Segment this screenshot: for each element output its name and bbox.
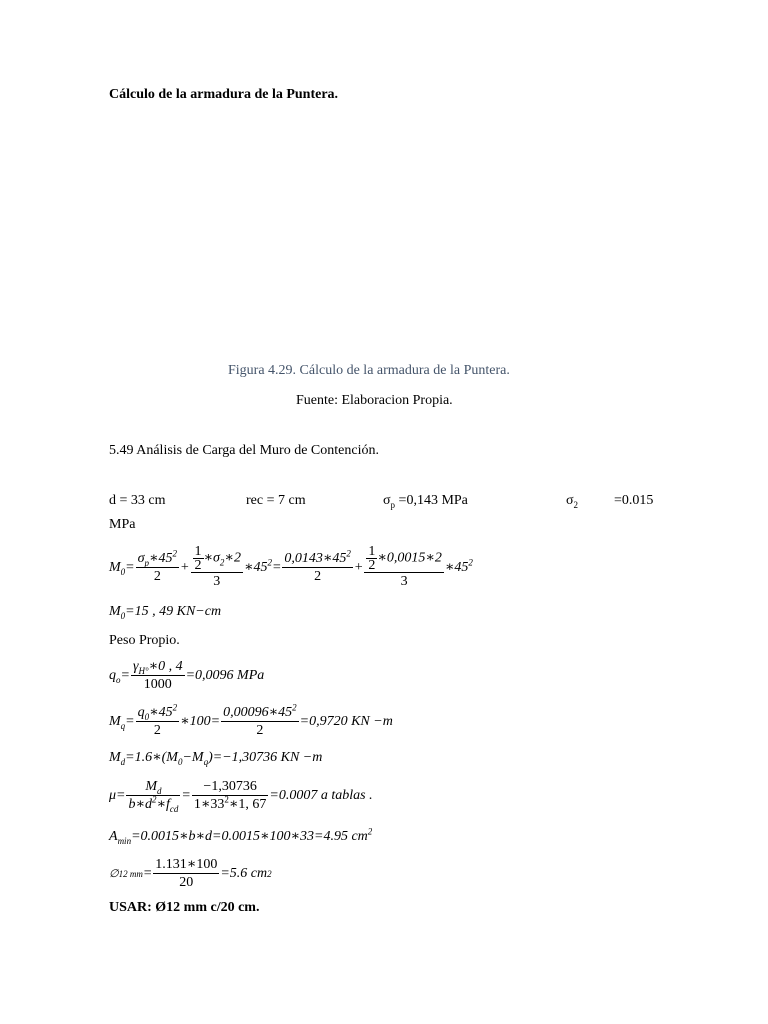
m0-equation: $M_0=$ $\frac{\sigma_p∗45^2}{2}$ + $\frac{1}{2}$ $∗\sigma_2∗2$ 3 $∗45^2=$ $\frac{0,0143∗45^2}{2}$ + $\frac{1}{2}$ ∗0,0015∗2 3 $∗45^2$ — [109, 544, 473, 589]
figure-caption: Figura 4.29. Cálculo de la armadura de la Puntera. — [228, 363, 510, 378]
param-units: MPa — [109, 517, 136, 532]
section-title: 5.49 Análisis de Carga del Muro de Contención. — [109, 443, 379, 458]
section-heading: Cálculo de la armadura de la Puntera. — [109, 87, 339, 102]
figure-source: Fuente: Elaboracion Propia. — [296, 393, 453, 408]
param-rec: rec = 7 cm — [246, 493, 306, 508]
diameter-icon: ∅ — [109, 868, 119, 880]
qo-equation: $q_o=$ $\frac{\gamma_{H^\circ}∗0 , 4}{1000}$ =0,0096 MPa — [109, 659, 265, 692]
param-d: d = 33 cm — [109, 493, 166, 508]
phi-equation: ∅ 12 mm = $\frac{1.131∗100}{20}$ =5.6 cm 2 — [109, 857, 272, 890]
param-sigma-2-value: =0.015 — [614, 493, 654, 508]
peso-propio-label: Peso Propio. — [109, 633, 180, 648]
amin-equation: $A_{min}=0.0015∗b∗d=0.0015∗100∗33=4.95$ $cm^2$ — [109, 826, 373, 846]
mu-equation: μ= $\frac{M_d}{b∗d^2∗f_{cd}}$ = $\frac{-1,30736}{1∗33^2∗1, 67}$ =0.0007 a tablas . — [109, 779, 373, 814]
usar-statement: USAR: Ø12 mm c/20 cm. — [109, 900, 260, 915]
md-equation: $M_d=1.6∗(M_0-M_q)=-1,30736$ KN −m — [109, 750, 323, 767]
m0-result: $M_0=15$ , 49 KN−cm — [109, 604, 222, 621]
param-sigma-2: $\sigma_2$ — [566, 493, 579, 510]
mq-equation: $M_q=$ $\frac{q_0∗45^2}{2}$ ∗100= $\frac{0,00096∗45^2}{2}$ =0,9720 KN −m — [109, 702, 393, 738]
param-sigma-p: $\sigma_p =0,143$ MPa — [383, 493, 468, 510]
